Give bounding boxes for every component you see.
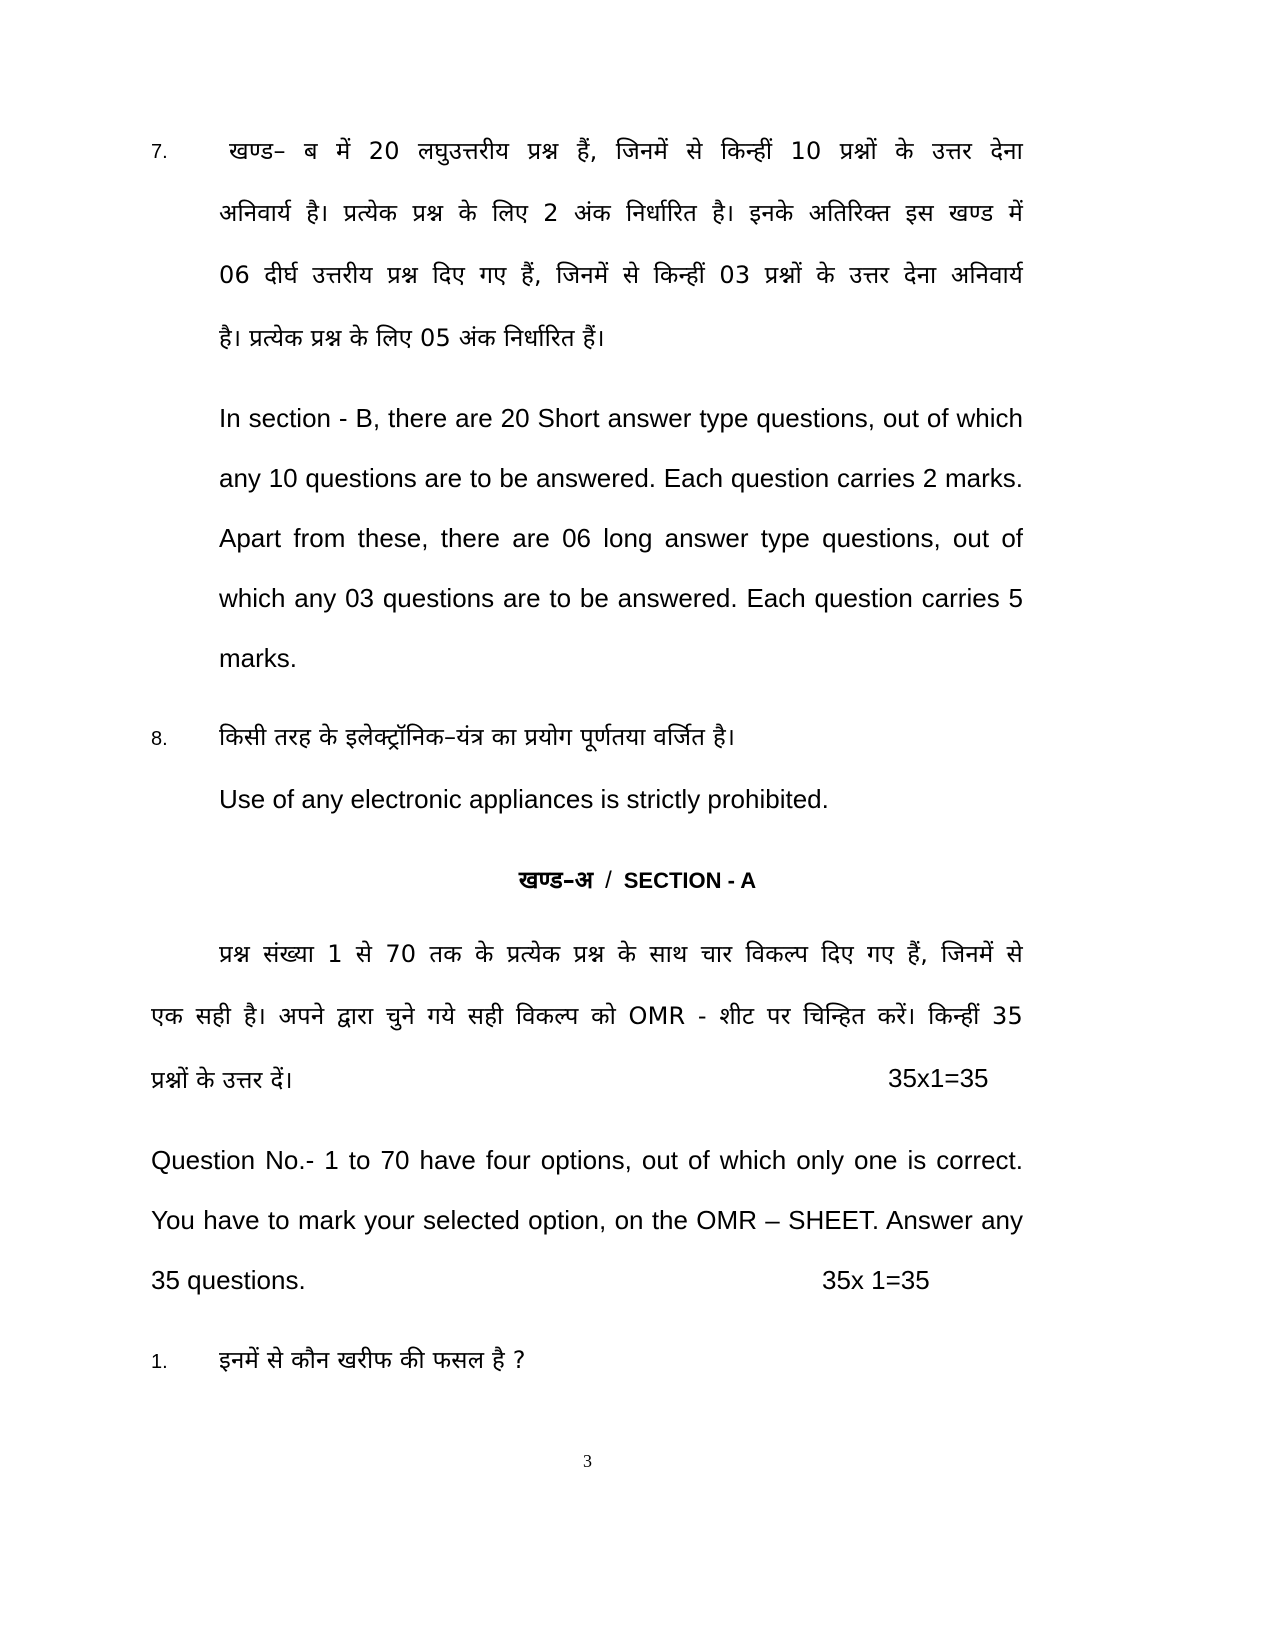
instruction-7-english-line-1: In section - B, there are 20 Short answer type questions, out of which	[219, 403, 1023, 433]
question-1-text: इनमें से कौन खरीफ की फसल है ?	[219, 1346, 526, 1374]
section-intro-hindi-line-1: प्रश्न संख्या 1 से 70 तक के प्रत्येक प्रश्न के साथ चार विकल्प दिए गए हैं, जिनमें से	[219, 940, 1023, 968]
section-intro-hindi-marks: 35x1=35	[888, 1063, 989, 1093]
page-number: 3	[583, 1451, 592, 1471]
section-intro-hindi-line-3: प्रश्नों के उत्तर दें।	[151, 1066, 293, 1094]
instruction-7-hindi-line-2: अनिवार्य है। प्रत्येक प्रश्न के लिए 2 अंक निर्धारित है। इनके अतिरिक्त इस खण्ड में	[219, 199, 1023, 227]
section-a-heading-hindi: खण्ड–अ	[518, 866, 594, 894]
section-a-heading-english: SECTION - A	[623, 868, 757, 893]
instruction-7-english-line-5: marks.	[219, 643, 297, 673]
instruction-8-english-line-1: Use of any electronic appliances is strictly prohibited.	[219, 784, 829, 814]
instruction-7-hindi-line-3: 06 दीर्घ उत्तरीय प्रश्न दिए गए हैं, जिनमें से किन्हीं 03 प्रश्नों के उत्तर देना अनिवार्य	[219, 261, 1023, 289]
section-a-heading-separator: /	[605, 867, 612, 894]
instruction-8-number: 8.	[151, 728, 168, 750]
section-intro-hindi-line-2: एक सही है। अपने द्वारा चुने गये सही विकल्प को OMR - शीट पर चिन्हित करें। किन्हीं 35	[151, 1002, 1023, 1030]
section-intro-english-line-3: 35 questions.	[151, 1265, 306, 1295]
instruction-7-english-line-2: any 10 questions are to be answered. Each question carries 2 marks.	[219, 463, 1023, 493]
section-a-heading	[0, 863, 1275, 896]
instruction-7-hindi-line-1: खण्ड– ब में 20 लघुउत्तरीय प्रश्न हैं, जिनमें से किन्हीं 10 प्रश्नों के उत्तर देना	[229, 137, 1023, 165]
instruction-7-hindi-line-4: है। प्रत्येक प्रश्न के लिए 05 अंक निर्धारित हैं।	[219, 324, 605, 352]
instruction-7-number: 7.	[151, 141, 168, 163]
instruction-8-hindi-line-1: किसी तरह के इलेक्ट्रॉनिक–यंत्र का प्रयोग पूर्णतया वर्जित है।	[219, 723, 736, 751]
question-1-number: 1.	[151, 1351, 168, 1373]
section-intro-english-line-2: You have to mark your selected option, on the OMR – SHEET. Answer any	[151, 1205, 1023, 1235]
instruction-7-english-line-3: Apart from these, there are 06 long answer type questions, out of	[219, 523, 1023, 553]
section-intro-english-marks: 35x 1=35	[822, 1265, 930, 1295]
instruction-7-english-line-4: which any 03 questions are to be answered. Each question carries 5	[219, 583, 1023, 613]
section-intro-english-line-1: Question No.- 1 to 70 have four options, out of which only one is correct.	[151, 1145, 1023, 1175]
